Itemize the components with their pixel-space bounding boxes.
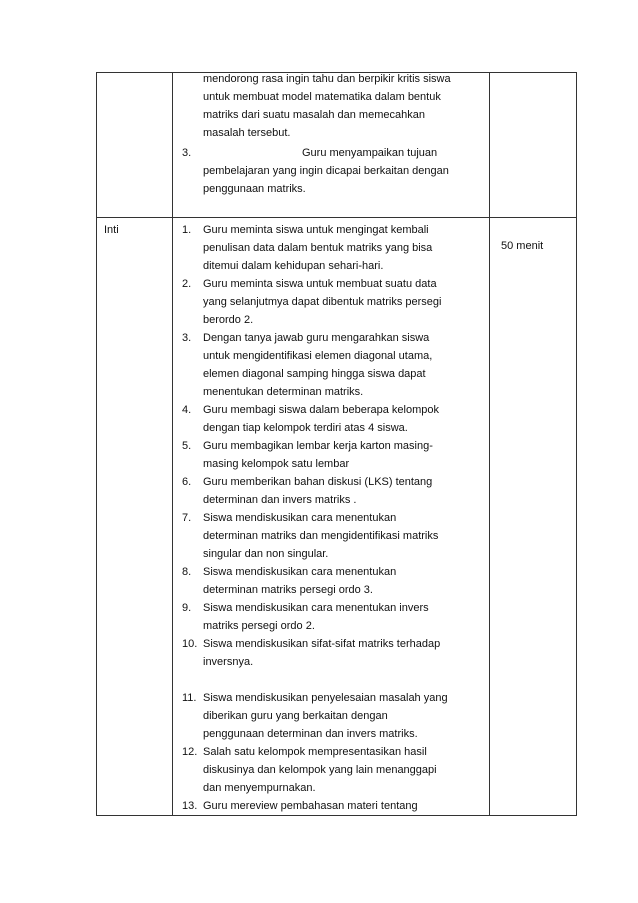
list-item-number: 9.	[182, 602, 192, 614]
row1-line-2: untuk membuat model matematika dalam bentuk	[203, 91, 441, 103]
list-item-line: Siswa mendiskusikan cara menentukan invers	[203, 602, 429, 614]
list-item-line: Guru membagikan lembar kerja karton masing-	[203, 440, 433, 452]
list-item-line: Guru membagi siswa dalam beberapa kelompok	[203, 404, 440, 416]
row1-item-3-number: 3.	[182, 147, 192, 159]
row-divider	[97, 217, 576, 218]
list-item-number: 2.	[182, 278, 192, 290]
stage-label: Inti	[104, 224, 119, 236]
list-item-line: determinan matriks persegi ordo 3.	[203, 584, 373, 596]
list-item-line: Salah satu kelompok mempresentasikan hasil	[203, 746, 427, 758]
list-item-line: elemen diagonal samping hingga siswa dapat	[203, 368, 426, 380]
list-item-line: penggunaan determinan dan invers matriks.	[203, 728, 418, 740]
list-item-line: Guru memberikan bahan diskusi (LKS) tentang	[203, 476, 433, 488]
row1-item-3-line-2: pembelajaran yang ingin dicapai berkaitan dengan	[203, 165, 449, 177]
list-item-line: Siswa mendiskusikan cara menentukan	[203, 566, 397, 578]
list-item-line: Guru meminta siswa untuk membuat suatu data	[203, 278, 437, 290]
list-item-number: 8.	[182, 566, 192, 578]
list-item-number: 6.	[182, 476, 192, 488]
list-item-line: penulisan data dalam bentuk matriks yang bisa	[203, 242, 433, 254]
lesson-plan-table	[96, 72, 577, 816]
column-divider-2	[489, 73, 490, 815]
list-item-line: Guru mereview pembahasan materi tentang	[203, 800, 418, 812]
list-item-line: Guru meminta siswa untuk mengingat kembali	[203, 224, 429, 236]
list-item-line: Dengan tanya jawab guru mengarahkan siswa	[203, 332, 430, 344]
list-item-line: masing kelompok satu lembar	[203, 458, 350, 470]
list-item-line: menentukan determinan matriks.	[203, 386, 364, 398]
list-item-number: 12.	[182, 746, 198, 758]
list-item-line: diberikan guru yang berkaitan dengan	[203, 710, 388, 722]
list-item-line: Siswa mendiskusikan sifat-sifat matriks terhadap	[203, 638, 441, 650]
list-item-line: diskusinya dan kelompok yang lain menanggapi	[203, 764, 437, 776]
list-item-line: matriks persegi ordo 2.	[203, 620, 315, 632]
row1-line-3: matriks dari suatu masalah dan memecahkan	[203, 109, 425, 121]
list-item-number: 4.	[182, 404, 192, 416]
row1-item-3-line-3: penggunaan matriks.	[203, 183, 306, 195]
list-item-line: determinan dan invers matriks .	[203, 494, 357, 506]
list-item-line: dan menyempurnakan.	[203, 782, 316, 794]
list-item-line: yang selanjutmya dapat dibentuk matriks persegi	[203, 296, 442, 308]
list-item-number: 10.	[182, 638, 198, 650]
list-item-number: 5.	[182, 440, 192, 452]
row1-item-3-first-line: Guru menyampaikan tujuan	[302, 147, 438, 159]
list-item-number: 3.	[182, 332, 192, 344]
list-item-number: 7.	[182, 512, 192, 524]
list-item-number: 1.	[182, 224, 192, 236]
list-item-line: Siswa mendiskusikan cara menentukan	[203, 512, 397, 524]
time-allocation: 50 menit	[501, 240, 544, 252]
list-item-line: dengan tiap kelompok terdiri atas 4 siswa.	[203, 422, 408, 434]
list-item-line: Siswa mendiskusikan penyelesaian masalah yang	[203, 692, 448, 704]
column-divider-1	[172, 73, 173, 815]
list-item-number: 11.	[182, 692, 197, 704]
list-item-line: untuk mengidentifikasi elemen diagonal utama,	[203, 350, 433, 362]
list-item-number: 13.	[182, 800, 198, 812]
list-item-line: determinan matriks dan mengidentifikasi matriks	[203, 530, 439, 542]
row1-line-1: mendorong rasa ingin tahu dan berpikir kritis siswa	[203, 73, 451, 85]
list-item-line: singular dan non singular.	[203, 548, 329, 560]
list-item-line: ditemui dalam kehidupan sehari-hari.	[203, 260, 384, 272]
list-item-line: inversnya.	[203, 656, 254, 668]
row1-line-4: masalah tersebut.	[203, 127, 291, 139]
list-item-line: berordo 2.	[203, 314, 254, 326]
